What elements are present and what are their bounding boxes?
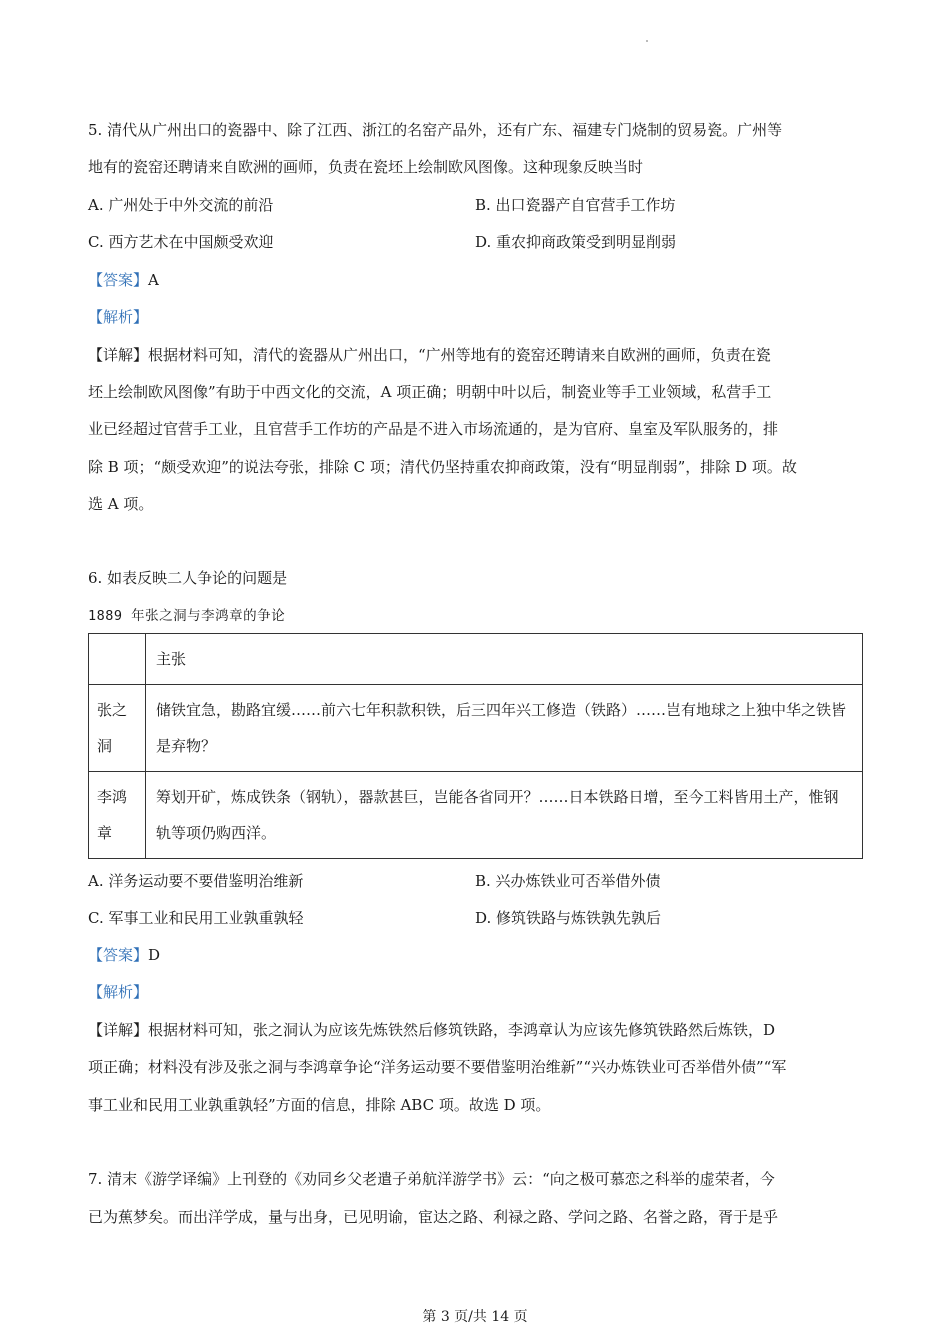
q5-detail-line3: 业已经超过官营手工业，且官营手工作坊的产品是不进入市场流通的，是为官府、皇室及军队服务的，排	[88, 420, 779, 438]
q6-option-a: A. 洋务运动要不要借鉴明治维新	[88, 872, 304, 890]
page-footer: 第 3 页/共 14 页	[422, 1309, 528, 1325]
q7-stem-line1: 7. 清末《游学译编》上刊登的《劝同乡父老遣子弟航洋游学书》云：“向之极可慕恋之科举的虚荣者，今	[88, 1170, 775, 1188]
q6-detail-line1	[88, 1019, 775, 1040]
table-row	[89, 772, 863, 859]
scan-dot	[646, 40, 648, 42]
q6-answer	[88, 944, 160, 965]
q5-detail-line4: 除 B 项；“颇受欢迎”的说法夸张，排除 C 项；清代仍坚持重农抑商政策，没有“明显削弱”，排除 D 项。故	[88, 458, 797, 476]
q5-option-a: A. 广州处于中外交流的前沿	[88, 196, 274, 214]
detail-tag: 【详解】	[88, 1021, 149, 1039]
answer-tag: 【答案】	[88, 271, 149, 289]
q6-option-c: C. 军事工业和民用工业孰重孰轻	[88, 909, 304, 927]
table-caption: 1889 年张之洞与李鸿章的争论	[88, 608, 286, 624]
analysis-tag: 【解析】	[88, 983, 149, 1001]
q6-detail-line3: 事工业和民用工业孰重孰轻”方面的信息，排除 ABC 项。故选 D 项。	[88, 1096, 551, 1114]
q6-stem: 6. 如表反映二人争论的问题是	[88, 569, 288, 587]
q5-option-b: B. 出口瓷器产自官营手工作坊	[475, 196, 676, 214]
row-name-cell: 张之洞	[89, 685, 146, 772]
answer-value: D	[148, 946, 161, 964]
q6-detail-line2: 项正确；材料没有涉及张之洞与李鸿章争论“洋务运动要不要借鉴明治维新”“兴办炼铁业可否举借外债”“军	[88, 1058, 787, 1076]
q5-stem-line1: 5. 清代从广州出口的瓷器中、除了江西、浙江的名窑产品外，还有广东、福建专门烧制的贸易瓷。广州等	[88, 121, 783, 139]
header-empty-cell	[89, 634, 146, 685]
row-text-cell: 储铁宜急，勘路宜缓……前六七年积款积铁，后三四年兴工修造（铁路）……岂有地球之上独中华之铁皆是弃物？	[146, 685, 863, 772]
row-name-cell: 李鸿章	[89, 772, 146, 859]
q7-stem-line2: 已为蕉梦矣。而出洋学成，量与出身，已见明谕，宦达之路、利禄之路、学问之路、名誉之路，胥于是乎	[88, 1208, 779, 1226]
q5-analysis	[88, 306, 148, 327]
q5-option-c: C. 西方艺术在中国颇受欢迎	[88, 233, 274, 251]
q5-answer	[88, 269, 159, 290]
q5-stem-line2: 地有的瓷窑还聘请来自欧洲的画师，负责在瓷坯上绘制欧风图像。这种现象反映当时	[88, 158, 644, 176]
q6-option-b: B. 兴办炼铁业可否举借外债	[475, 872, 661, 890]
q5-detail-line5: 选 A 项。	[88, 495, 154, 513]
q5-detail-line1	[88, 344, 771, 365]
table-row	[89, 685, 863, 772]
q6-analysis	[88, 981, 148, 1002]
answer-value: A	[148, 271, 159, 289]
debate-table	[88, 633, 863, 859]
q5-detail-line2: 坯上绘制欧风图像”有助于中西文化的交流，A 项正确；明朝中叶以后，制瓷业等手工业领域，私营手工	[88, 383, 772, 401]
q6-option-d: D. 修筑铁路与炼铁孰先孰后	[475, 909, 662, 927]
detail-text: 根据材料可知，清代的瓷器从广州出口，“广州等地有的瓷窑还聘请来自欧洲的画师，负责在瓷	[148, 346, 771, 364]
detail-tag: 【详解】	[88, 346, 149, 364]
detail-text: 根据材料可知，张之洞认为应该先炼铁然后修筑铁路，李鸿章认为应该先修筑铁路然后炼铁，D	[148, 1021, 776, 1039]
table-header-row	[89, 634, 863, 685]
analysis-tag: 【解析】	[88, 308, 149, 326]
header-cell: 主张	[146, 634, 863, 685]
row-text-cell: 筹划开矿，炼成铁条（钢轨），器款甚巨，岂能各省同开？……日本铁路日增，至今工料皆用土产，惟钢轨等项仍购西洋。	[146, 772, 863, 859]
answer-tag: 【答案】	[88, 946, 149, 964]
q5-option-d: D. 重农抑商政策受到明显削弱	[475, 233, 677, 251]
